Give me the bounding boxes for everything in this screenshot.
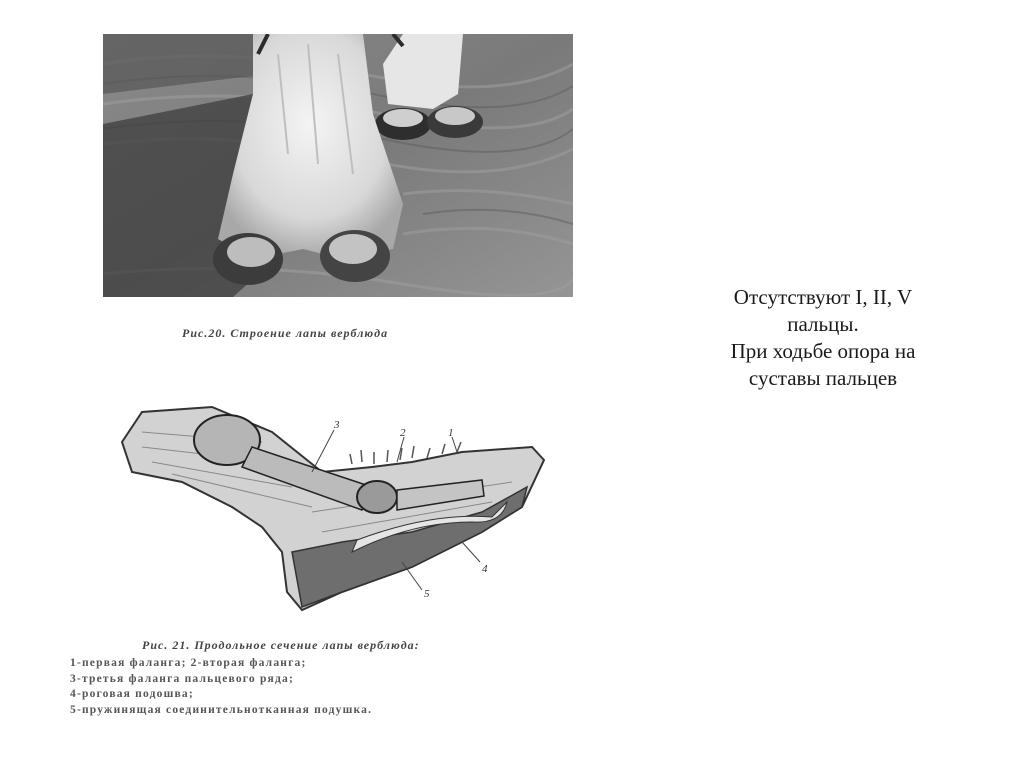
legend-item: 3-третья фаланга пальцевого ряда; — [70, 672, 294, 685]
foot-section-diagram — [112, 392, 552, 612]
marker-3: 3 — [334, 419, 340, 431]
marker-4: 4 — [482, 563, 488, 575]
camel-feet-photo-image — [103, 34, 573, 297]
figure-21-legend — [70, 656, 372, 718]
figure-20-caption: Рис.20. Строение лапы верблюда — [182, 326, 389, 340]
slide-main-text — [668, 284, 978, 392]
main-text-line-3: При ходьбе опора на — [730, 339, 916, 363]
camel-feet-photo — [103, 34, 573, 297]
foot-section-drawing — [112, 392, 552, 612]
marker-5: 5 — [424, 588, 430, 600]
legend-item: 4-роговая подошва; — [70, 688, 194, 700]
legend-item: 5-пружинящая соединительнотканная подушка. — [70, 703, 373, 716]
marker-2: 2 — [400, 427, 406, 439]
legend-item: 1-первая фаланга; 2-вторая фаланга; — [70, 657, 307, 669]
main-text-line-2: пальцы. — [787, 312, 859, 336]
marker-1: 1 — [448, 427, 454, 439]
main-text-line-4: суставы пальцев — [748, 366, 898, 390]
main-text-line-1: Отсутствуют I, II, V — [733, 285, 913, 309]
figure-21-caption: Рис. 21. Продольное сечение лапы верблюда: — [142, 638, 420, 652]
